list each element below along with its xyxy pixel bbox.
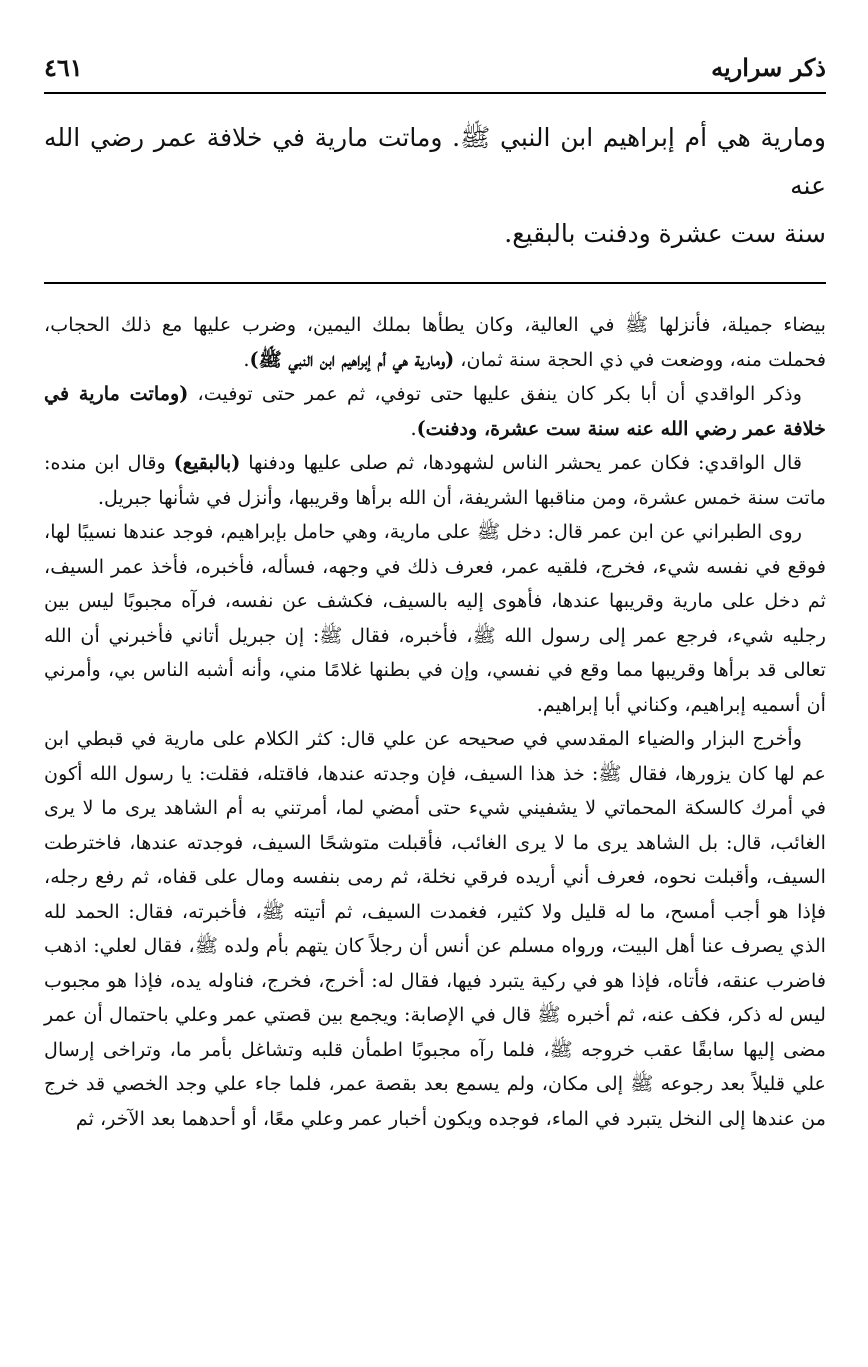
- main-text-line: ومارية هي أم إبراهيم ابن النبي ﷺ. وماتت مارية في خلافة عمر رضي الله عنه: [44, 123, 826, 200]
- page-number: ٤٦١: [44, 53, 83, 82]
- commentary: [44, 284, 826, 1136]
- commentary-paragraph: قال الواقدي: فكان عمر يحشر الناس لشهودها، ثم صلى عليها ودفنها (بالبقيع) وقال ابن منده: ماتت سنة خمس عشرة، ومن مناقبها الشريفة، أن الله برأها وقريبها، وأنزل في شأنها جبريل.: [44, 451, 826, 509]
- commentary-paragraph: وأخرج البزار والضياء المقدسي في صحيحه عن علي قال: كثر الكلام على مارية في قبطي ابن عم لها كان يزورها، فقال ﷺ: خذ هذا السيف، فإن وجدته عندها، فاقتله، فقلت: يا رسول الله أكون في أمرك كالسكة المحماتي لا يشفيني شيء حتى أمضي لما، أمرتني به أم الشاهد يرى ما لا يرى الغائب، قال: بل الشاهد يرى ما لا يرى الغائب، فأقبلت متوشحًا السيف، فوجدته عندها، فاخترطت السيف، وأقبلت نحوه، فعرف أني أريده فرقي نخلة، ثم رمى بنفسه ومال على قفاه، ثم رفع رجله، فإذا هو أجب أمسح، ما له قليل ولا كثير، فغمدت السيف، ثم أتيته ﷺ، فأخبرته، فقال: الحمد لله الذي يصرف عنا أهل البيت، ورواه مسلم عن أنس أن رجلاً كان يتهم بأم ولده ﷺ، فقال لعلي: اذهب فاضرب عنقه، فأتاه، فإذا هو في ركية يتبرد فيها، فقال له: أخرج، فخرج، فناوله يده، فإذا هو مجبوب ليس له ذكر، فكف عنه، ثم أخبره ﷺ قال في الإصابة: ويجمع بين قصتي عمر وعلي باحتمال أن عمر مضى إليها سابقًا عقب خروجه ﷺ، فلما رآه مجبوبًا اطمأن قلبه وتشاغل بأمر ما، وتراخى إرسال علي قليلاً بعد رجوعه ﷺ إلى مكان، ولم يسمع بعد بقصة عمر، فلما جاء علي وجد الخصي قد خرج من عندها إلى النخل يتبرد في الماء، فوجده ويكون أخبار عمر وعلي معًا، أو أحدهما بعد الآخر، ثم: [44, 727, 826, 1130]
- quoted-main-text: (بالبقيع): [173, 451, 241, 474]
- page-header: [44, 0, 826, 94]
- quoted-main-text: (وماتت مارية في خلافة عمر رضي الله عنه سنة ست عشرة، ودفنت): [44, 382, 826, 440]
- commentary-paragraph: بيضاء جميلة، فأنزلها ﷺ في العالية، وكان يطأها بملك اليمين، وضرب عليها مع ذلك الحجاب، فحملت منه، ووضعت في ذي الحجة سنة ثمان، (ومارية هي أم إبراهيم ابن النبي ﷺ).: [44, 313, 826, 371]
- quoted-main-text: (ومارية هي أم إبراهيم ابن النبي ﷺ): [249, 347, 455, 371]
- main-text: [44, 94, 826, 282]
- chapter-title: ذكر سراريه: [711, 53, 826, 82]
- commentary-paragraph: وذكر الواقدي أن أبا بكر كان ينفق عليها حتى توفي، ثم عمر حتى توفيت، (وماتت مارية في خلافة عمر رضي الله عنه سنة ست عشرة، ودفنت).: [44, 382, 826, 440]
- main-text-line: سنة ست عشرة ودفنت بالبقيع.: [504, 219, 826, 248]
- commentary-paragraph: روى الطبراني عن ابن عمر قال: دخل ﷺ على مارية، وهي حامل بإبراهيم، فوجد عندها نسيبًا لها، فوقع في نفسه شيء، فخرج، فلقيه عمر، فعرف ذلك في وجهه، فسأله، فأخبره، فأخذ عمر السيف، ثم دخل على مارية وقريبها عندها، فأهوى إليه بالسيف، فكشف عن نفسه، فرآه مجبوبًا ليس بين رجليه شيء، فرجع عمر إلى رسول الله ﷺ، فأخبره، فقال ﷺ: إن جبريل أتاني فأخبرني أن الله تعالى قد برأها وقريبها مما وقع في نفسي، وإن في بطنها غلامًا مني، وأنه أشبه الناس بي، وأمرني أن أسميه إبراهيم، وكناني أبا إبراهيم.: [44, 520, 826, 716]
